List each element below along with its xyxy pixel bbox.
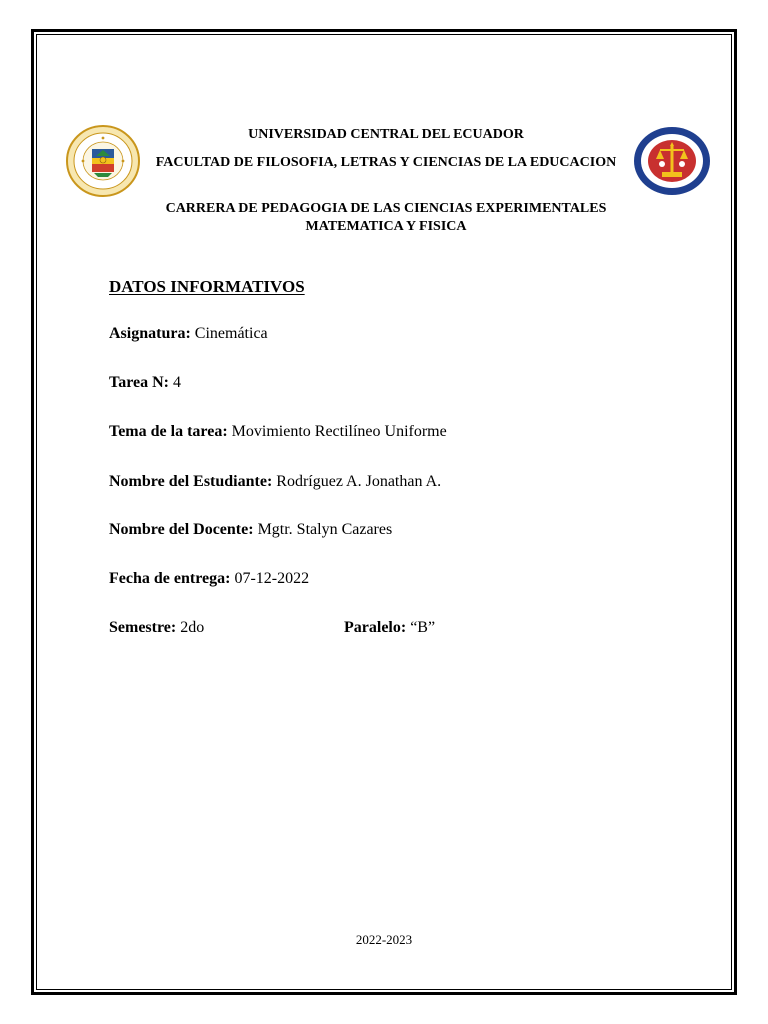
career-name: CARRERA DE PEDAGOGIA DE LAS CIENCIAS EXPERIMENTALES MATEMATICA Y FISICA bbox=[165, 201, 607, 234]
page-border-inner bbox=[36, 34, 732, 990]
field-label: Fecha de entrega: bbox=[109, 570, 231, 587]
field-docente bbox=[109, 521, 392, 539]
section-title: DATOS INFORMATIVOS bbox=[109, 277, 305, 296]
field-label: Paralelo: bbox=[344, 619, 407, 636]
field-value: Rodríguez A. Jonathan A. bbox=[276, 473, 442, 490]
university-name: UNIVERSIDAD CENTRAL DEL ECUADOR bbox=[248, 127, 524, 142]
field-label: Tema de la tarea: bbox=[109, 423, 228, 440]
field-estudiante bbox=[109, 473, 441, 491]
field-fecha bbox=[109, 570, 309, 588]
field-value: Cinemática bbox=[194, 325, 268, 342]
field-value: “B” bbox=[410, 619, 436, 636]
field-tarea bbox=[109, 374, 181, 392]
field-value: 2do bbox=[180, 619, 205, 636]
field-label: Asignatura: bbox=[109, 325, 191, 342]
field-asignatura bbox=[109, 325, 268, 343]
field-value: Mgtr. Stalyn Cazares bbox=[257, 521, 393, 538]
field-value: Movimiento Rectilíneo Uniforme bbox=[231, 423, 447, 440]
university-seal-icon bbox=[66, 125, 140, 197]
field-paralelo bbox=[344, 619, 435, 637]
field-semestre bbox=[109, 619, 204, 637]
field-tema bbox=[109, 423, 447, 441]
field-value: 4 bbox=[173, 374, 181, 391]
field-label: Nombre del Docente: bbox=[109, 521, 254, 538]
field-label: Nombre del Estudiante: bbox=[109, 473, 273, 490]
field-value: 07-12-2022 bbox=[234, 570, 310, 587]
faculty-seal-icon bbox=[632, 126, 712, 196]
field-label: Tarea N: bbox=[109, 374, 169, 391]
academic-year: 2022-2023 bbox=[355, 932, 413, 947]
faculty-name: FACULTAD DE FILOSOFIA, LETRAS Y CIENCIAS DE LA EDUCACION bbox=[155, 155, 617, 170]
field-label: Semestre: bbox=[109, 619, 177, 636]
